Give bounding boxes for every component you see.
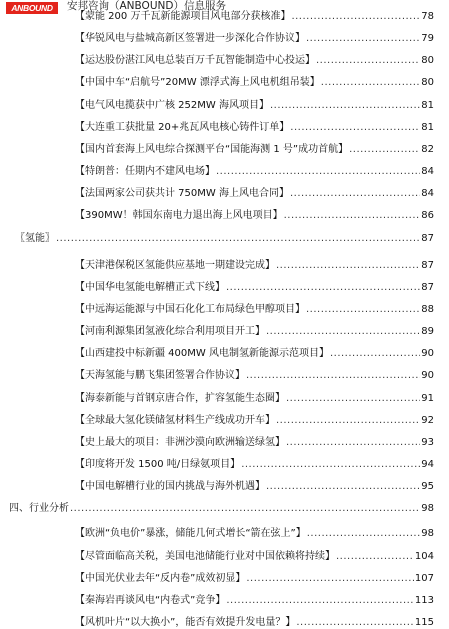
toc-leader-dots bbox=[330, 347, 420, 360]
toc-entry[interactable] bbox=[75, 413, 434, 427]
toc-entry-title: 四、行业分析 bbox=[9, 503, 69, 514]
toc-entry-title: 【天海氢能与鹏飞集团签署合作协议】 bbox=[75, 370, 245, 381]
toc-entry-title: 【390MW！韩国东南电力退出海上风电项目】 bbox=[75, 210, 283, 221]
toc-entry[interactable] bbox=[75, 120, 434, 134]
toc-entry-title: 【蒙能 200 万千瓦新能源项目风电部分获核准】 bbox=[75, 11, 291, 22]
toc-entry-page-number: 88 bbox=[421, 304, 434, 315]
toc-entry-page-number: 90 bbox=[421, 370, 434, 381]
toc-entry-page-number: 78 bbox=[421, 11, 434, 22]
toc-entry-title: 【欧洲“负电价”暴涨，储能几何式增长“箭在弦上”】 bbox=[75, 528, 306, 539]
toc-leader-dots bbox=[307, 527, 421, 540]
toc-entry[interactable] bbox=[75, 31, 434, 45]
toc-entry[interactable] bbox=[75, 75, 434, 89]
toc-entry-title: 【河南利源集团氢液化综合利用项目开工】 bbox=[75, 326, 265, 337]
toc-leader-dots bbox=[296, 616, 414, 629]
toc-entry-title: 【中远海运能源与中国石化化工布局绿色甲醇项目】 bbox=[75, 304, 305, 315]
toc-entry-page-number: 82 bbox=[421, 144, 434, 155]
toc-entry-title: 【风机叶片“以大换小”，能否有效提升发电量？】 bbox=[75, 617, 296, 628]
toc-entry[interactable] bbox=[75, 346, 434, 360]
toc-leader-dots bbox=[276, 414, 420, 427]
toc-entry-page-number: 84 bbox=[421, 188, 434, 199]
toc-entry-page-number: 93 bbox=[421, 437, 434, 448]
toc-leader-dots bbox=[284, 209, 421, 222]
toc-entry-title: 【电气风电揽获中广核 252MW 海风项目】 bbox=[75, 100, 269, 111]
toc-leader-dots bbox=[291, 10, 420, 23]
toc-entry-title: 【天津港保税区氢能供应基地一期建设完成】 bbox=[75, 260, 275, 271]
toc-entry-title: 【尽管面临高关税，美国电池储能行业对中国依赖将持续】 bbox=[75, 551, 335, 562]
toc-entry[interactable] bbox=[75, 9, 434, 23]
toc-entry-page-number: 81 bbox=[421, 100, 434, 111]
toc-leader-dots bbox=[286, 392, 420, 405]
toc-entry[interactable] bbox=[75, 615, 434, 629]
toc-entry-page-number: 104 bbox=[414, 551, 434, 562]
toc-entry-page-number: 95 bbox=[421, 481, 434, 492]
toc-entry-title: 【特朗普：任期内不建风电场】 bbox=[75, 166, 215, 177]
toc-entry-page-number: 80 bbox=[421, 77, 434, 88]
toc-leader-dots bbox=[56, 232, 420, 245]
toc-leader-dots bbox=[241, 458, 420, 471]
toc-entry[interactable] bbox=[75, 435, 434, 449]
toc-entry[interactable] bbox=[75, 457, 434, 471]
toc-leader-dots bbox=[290, 187, 420, 200]
toc-entry-page-number: 87 bbox=[421, 233, 434, 244]
toc-entry[interactable] bbox=[75, 208, 434, 222]
toc-entry-title: 【大连重工获批量 20+兆瓦风电核心铸件订单】 bbox=[75, 122, 290, 133]
toc-entry-title: 【史上最大的项目：非洲沙漠向欧洲输送绿氢】 bbox=[75, 437, 285, 448]
toc-entry[interactable] bbox=[75, 280, 434, 294]
toc-entry-title: 【国内首套海上风电综合探测平台“国能海测 1 号”成功首航】 bbox=[75, 144, 349, 155]
toc-entry-title: 【法国两家公司获共计 750MW 海上风电合同】 bbox=[75, 188, 289, 199]
toc-entry[interactable] bbox=[75, 258, 434, 272]
toc-entry-title: 【中国中车“启航号”20MW 漂浮式海上风电机组吊装】 bbox=[75, 77, 320, 88]
toc-leader-dots bbox=[266, 480, 420, 493]
toc-entry[interactable] bbox=[15, 231, 434, 245]
toc-entry-title: 【中国电解槽行业的国内挑战与海外机遇】 bbox=[75, 481, 265, 492]
toc-entry[interactable] bbox=[75, 571, 434, 585]
toc-entry-page-number: 89 bbox=[421, 326, 434, 337]
toc-entry-title: 【秦海岩再谈风电“内卷式”竞争】 bbox=[75, 595, 226, 606]
toc-leader-dots bbox=[246, 369, 420, 382]
toc-entry[interactable] bbox=[75, 479, 434, 493]
toc-leader-dots bbox=[286, 436, 420, 449]
toc-entry-title: 〖氢能〗 bbox=[15, 233, 55, 244]
toc-entry-page-number: 86 bbox=[421, 210, 434, 221]
toc-leader-dots bbox=[316, 54, 420, 67]
toc-entry-page-number: 91 bbox=[421, 393, 434, 404]
toc-leader-dots bbox=[349, 143, 420, 156]
toc-entry[interactable] bbox=[75, 53, 434, 67]
toc-leader-dots bbox=[226, 594, 414, 607]
toc-entry-page-number: 94 bbox=[421, 459, 434, 470]
toc-entry[interactable] bbox=[75, 98, 434, 112]
toc-leader-dots bbox=[270, 99, 420, 112]
toc-entry[interactable] bbox=[9, 501, 434, 515]
toc-entry-title: 【全球最大氢化镁储氢材料生产线成功开车】 bbox=[75, 415, 275, 426]
toc-entry[interactable] bbox=[75, 142, 434, 156]
toc-entry-title: 【中国华电氢能电解槽正式下线】 bbox=[75, 282, 225, 293]
toc-entry[interactable] bbox=[75, 593, 434, 607]
toc-entry-title: 【山西建投中标新疆 400MW 风电制氢新能源示范项目】 bbox=[75, 348, 329, 359]
toc-entry-title: 【运达股份湛江风电总装百万千瓦智能制造中心投运】 bbox=[75, 55, 315, 66]
toc-entry-page-number: 79 bbox=[421, 33, 434, 44]
toc-entry-page-number: 87 bbox=[421, 260, 434, 271]
toc-leader-dots bbox=[276, 259, 420, 272]
toc-leader-dots bbox=[306, 32, 420, 45]
toc-leader-dots bbox=[290, 121, 420, 134]
toc-leader-dots bbox=[306, 303, 420, 316]
toc-leader-dots bbox=[266, 325, 420, 338]
toc-leader-dots bbox=[70, 502, 420, 515]
toc-entry-page-number: 87 bbox=[421, 282, 434, 293]
toc-entry[interactable] bbox=[75, 549, 434, 563]
toc-entry-page-number: 98 bbox=[421, 528, 434, 539]
toc-entry-page-number: 107 bbox=[414, 573, 434, 584]
toc-entry[interactable] bbox=[75, 164, 434, 178]
toc-entry-title: 【印度将开发 1500 吨/日绿氨项目】 bbox=[75, 459, 241, 470]
toc-leader-dots bbox=[246, 572, 414, 585]
toc-leader-dots bbox=[216, 165, 420, 178]
toc-entry[interactable] bbox=[75, 368, 434, 382]
toc-entry-page-number: 84 bbox=[421, 166, 434, 177]
toc-entry-page-number: 98 bbox=[421, 503, 434, 514]
toc-leader-dots bbox=[336, 550, 414, 563]
toc-leader-dots bbox=[321, 76, 420, 89]
toc-entry-title: 【华锐风电与盐城高新区签署进一步深化合作协议】 bbox=[75, 33, 305, 44]
toc-entry-page-number: 113 bbox=[414, 595, 434, 606]
toc-entry-page-number: 92 bbox=[421, 415, 434, 426]
toc-entry[interactable] bbox=[75, 302, 434, 316]
toc-entry[interactable] bbox=[75, 391, 434, 405]
toc-entry[interactable] bbox=[75, 526, 434, 540]
toc-leader-dots bbox=[226, 281, 420, 294]
toc-entry-page-number: 81 bbox=[421, 122, 434, 133]
toc-entry-page-number: 90 bbox=[421, 348, 434, 359]
toc-entry-title: 【中国光伏业去年“反内卷”成效初显】 bbox=[75, 573, 246, 584]
anbound-logo: ANBOUND bbox=[6, 2, 58, 14]
toc-entry-title: 【海泰新能与首钢京唐合作，扩容氢能生态圈】 bbox=[75, 393, 285, 404]
toc-entry-page-number: 115 bbox=[414, 617, 434, 628]
toc-entry-page-number: 80 bbox=[421, 55, 434, 66]
toc-entry[interactable] bbox=[75, 324, 434, 338]
toc-entry[interactable] bbox=[75, 186, 434, 200]
header-title: 安邦咨询（ANBOUND）信息服务 bbox=[67, 0, 226, 12]
